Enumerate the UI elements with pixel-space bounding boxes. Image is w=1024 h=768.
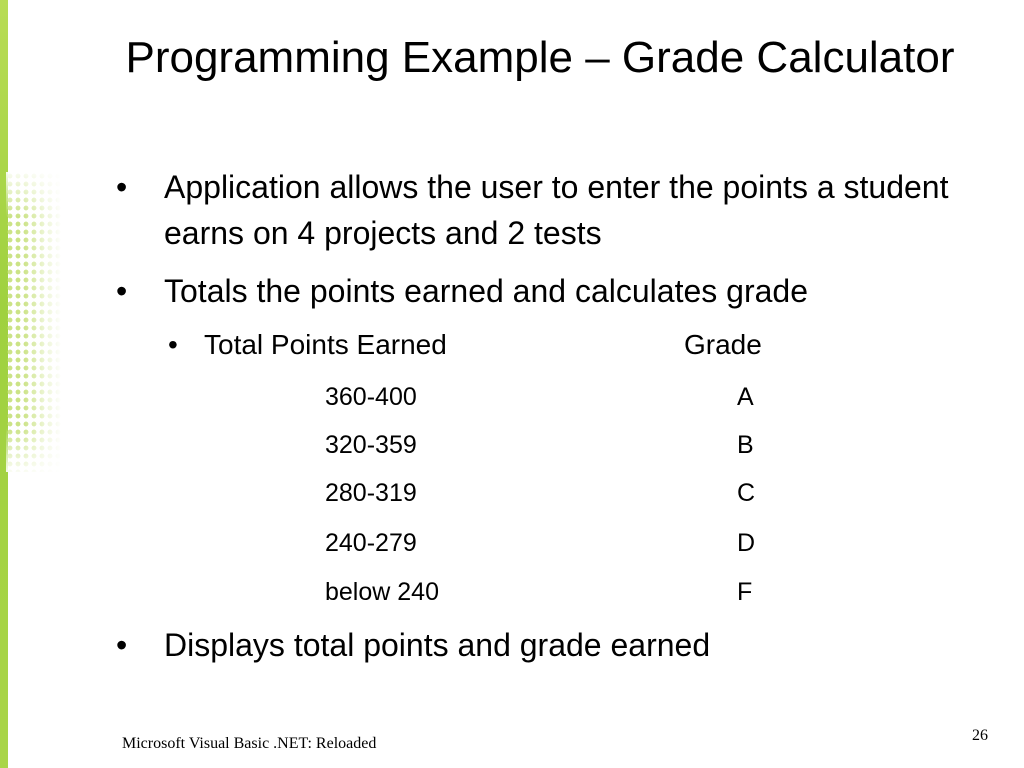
grade-header: Grade bbox=[684, 329, 762, 360]
letter-grade: A bbox=[737, 383, 754, 411]
slide-title: Programming Example – Grade Calculator bbox=[125, 33, 955, 82]
dot-pattern-fade bbox=[6, 172, 62, 472]
sub-bullet-marker: • bbox=[168, 329, 178, 360]
bullet-item bbox=[116, 164, 984, 256]
bullet-marker: • bbox=[116, 627, 128, 663]
page-number: 26 bbox=[972, 727, 988, 744]
bullet-marker: • bbox=[116, 169, 128, 205]
bullet-marker: • bbox=[116, 273, 128, 309]
total-points-header: Total Points Earned bbox=[204, 329, 447, 360]
letter-grade: F bbox=[737, 578, 753, 606]
points-range: 240-279 bbox=[325, 529, 417, 557]
bullet-text: Totals the points earned and calculates grade bbox=[164, 273, 808, 309]
letter-grade: C bbox=[737, 479, 756, 507]
bullet-text: Application allows the user to enter the points a student earns on 4 projects and 2 tests bbox=[164, 169, 949, 251]
points-range: below 240 bbox=[325, 578, 439, 606]
bullet-item bbox=[116, 622, 984, 668]
bullet-text: Displays total points and grade earned bbox=[164, 627, 711, 663]
slide-footer: Microsoft Visual Basic .NET: Reloaded bbox=[122, 735, 377, 752]
letter-grade: D bbox=[737, 529, 756, 557]
points-range: 360-400 bbox=[325, 383, 417, 411]
bullet-item bbox=[116, 268, 984, 314]
letter-grade: B bbox=[737, 431, 754, 459]
points-range: 280-319 bbox=[325, 479, 417, 507]
points-range: 320-359 bbox=[325, 431, 417, 459]
sub-bullet-item bbox=[168, 324, 762, 366]
